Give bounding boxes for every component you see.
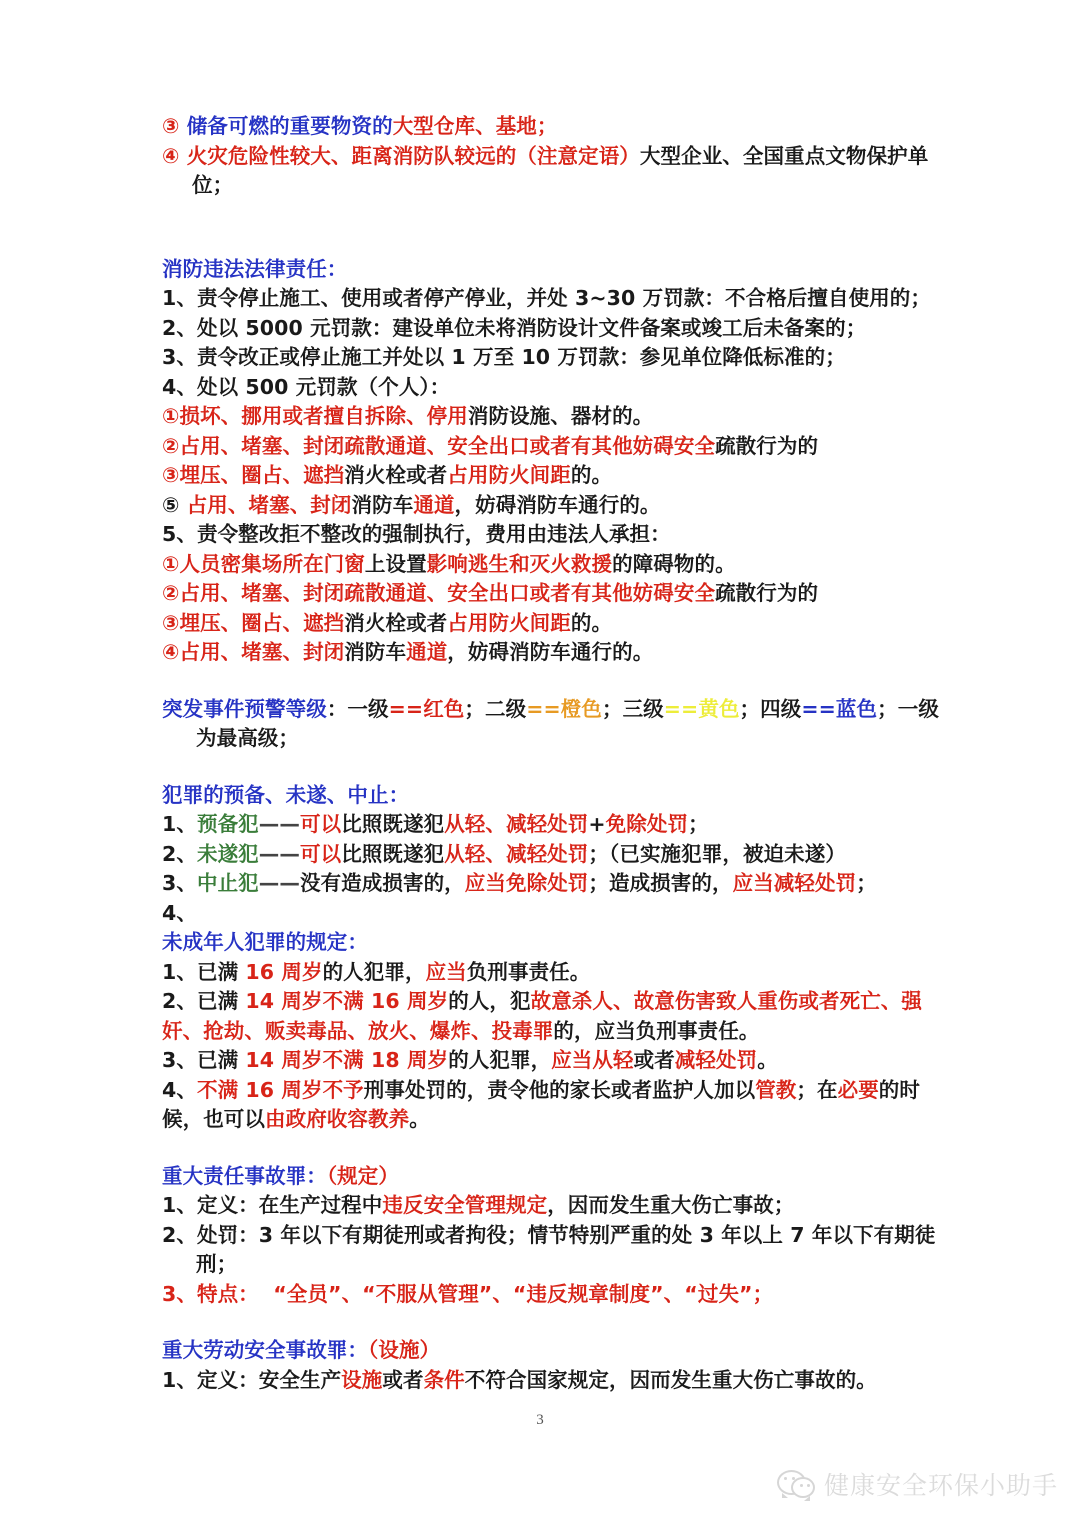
- text-segment: 重大劳动安全事故罪：: [162, 1338, 368, 1362]
- text-segment: 1、定义：在生产过程中: [162, 1193, 383, 1217]
- level-4-color: 蓝色: [835, 696, 878, 721]
- footer-wechat-badge: [777, 1466, 1058, 1502]
- text-segment: 占用、堵塞、封闭疏散通道、安全出口或者有其他妨碍安全: [179, 433, 716, 458]
- text-segment: 火灾危险性较大、距离消防队较远的（注意定语）: [186, 143, 640, 168]
- text-segment: 未遂犯: [196, 841, 259, 866]
- text-segment: 可以: [299, 841, 342, 866]
- list-marker: ③: [162, 610, 180, 635]
- text-segment: 由政府收容教养: [265, 1107, 410, 1131]
- text-segment: 从轻、减轻处罚: [444, 841, 589, 866]
- em-dash: ——: [258, 841, 300, 866]
- text-segment: 的。: [570, 610, 613, 635]
- text-segment: ；在: [796, 1077, 838, 1102]
- list-marker: ②: [162, 581, 180, 605]
- text-segment: 减轻处罚: [674, 1048, 758, 1072]
- list-item: [162, 579, 940, 609]
- section-heading-fire-liability: 消防违法法律责任：: [162, 256, 348, 281]
- page-number: 3: [536, 1412, 544, 1428]
- text-segment: 或者: [382, 1367, 424, 1392]
- list-item: [162, 461, 940, 491]
- list-item: [162, 1366, 940, 1396]
- list-marker: ③: [162, 463, 180, 487]
- list-item: [162, 609, 940, 639]
- text-segment: 消防车: [351, 492, 414, 517]
- list-item: [162, 112, 940, 142]
- text-segment: 埋压、圈占、遮挡: [179, 463, 345, 487]
- list-item: [162, 987, 940, 1046]
- list-item: [162, 958, 940, 988]
- equals-sign: ==: [801, 696, 836, 721]
- text-segment: 应当免除处罚: [464, 871, 589, 895]
- wechat-dot: [800, 1484, 803, 1487]
- list-item: [162, 869, 940, 899]
- text-segment: 疏散行为的: [715, 433, 819, 458]
- section-heading-minors: 未成年人犯罪的规定：: [162, 930, 368, 954]
- text-segment: 3、已满: [162, 1048, 246, 1072]
- text-segment: 2、已满: [162, 989, 246, 1013]
- list-marker: 1、: [162, 812, 197, 836]
- section-spacer: [162, 1135, 940, 1162]
- wechat-dot: [807, 1484, 810, 1487]
- section-heading-major-responsibility: [162, 1162, 940, 1192]
- list-item: [162, 402, 940, 432]
- wechat-dot: [784, 1477, 787, 1480]
- list-item: [162, 550, 940, 580]
- text-segment: 通道: [406, 640, 448, 664]
- section-spacer: [162, 1309, 940, 1336]
- list-marker: ⑤: [162, 492, 187, 517]
- text-segment: 14 周岁不满 16 周岁: [245, 989, 449, 1013]
- section-spacer: [162, 201, 940, 255]
- text-segment: 的，应当负刑事责任。: [553, 1018, 760, 1043]
- text-segment: （规定）: [326, 1163, 399, 1188]
- wechat-icon: [777, 1468, 815, 1500]
- list-item: [162, 491, 940, 521]
- list-item: [162, 1076, 940, 1135]
- text-segment: 应当减轻处罚: [732, 871, 857, 895]
- list-item: [162, 638, 940, 668]
- text-segment: 可以: [299, 812, 342, 836]
- text-segment: 消火栓或者: [344, 610, 448, 635]
- level-3-color: 黄色: [698, 696, 740, 721]
- text-segment: 不符合国家规定，因而发生重大伤亡事故的。: [464, 1367, 877, 1392]
- text-segment: 16 周岁: [245, 959, 323, 984]
- text-segment: 通道: [413, 492, 455, 517]
- text-segment: ；造成损害的，: [588, 871, 733, 895]
- list-item: 4、: [162, 900, 197, 925]
- text-segment: 预备犯: [196, 812, 259, 836]
- text-segment: ；四级: [739, 696, 802, 721]
- equals-sign: ==: [388, 696, 424, 721]
- text-segment: 占用、堵塞、封闭: [179, 640, 345, 664]
- text-segment: 埋压、圈占、遮挡: [179, 610, 345, 635]
- text-segment: 管教: [755, 1077, 797, 1102]
- text-segment: 的人，犯: [448, 989, 531, 1013]
- list-item: 2、处罚：3 年以下有期徒刑或者拘役；情节特别严重的处 3 年以上 7 年以下有期徒刑；: [162, 1222, 936, 1276]
- section-spacer: [162, 668, 940, 695]
- text-segment: 重大责任事故罪：: [162, 1163, 327, 1188]
- text-segment: （设施）: [368, 1338, 441, 1362]
- level-2-color: 橙色: [560, 696, 602, 721]
- text-segment: 消火栓或者: [344, 463, 448, 487]
- text-segment: 的障碍物的。: [612, 551, 736, 576]
- list-item: 1、责令停止施工、使用或者停产停业，并处 3~30 万罚款：不合格后擅自使用的；: [162, 286, 932, 310]
- text-segment: 的人犯罪，: [322, 959, 426, 984]
- text-segment: 占用、堵塞、封闭疏散通道、安全出口或者有其他妨碍安全: [179, 581, 716, 605]
- text-segment: 占用、堵塞、封闭: [186, 492, 352, 517]
- text-segment: ；一级为最高级；: [196, 696, 939, 750]
- wechat-bubble-small: [791, 1477, 815, 1498]
- text-segment: 中止犯: [196, 871, 259, 895]
- list-item: [162, 1046, 940, 1076]
- section-heading-warning-levels: 突发事件预警等级: [162, 696, 327, 721]
- equals-sign: ==: [663, 696, 699, 721]
- list-marker: ①: [162, 551, 180, 576]
- text-segment: 应当从轻: [551, 1048, 634, 1072]
- list-marker: ①: [162, 404, 180, 428]
- text-segment: 大型企业、全国重点文物保护单位；: [192, 143, 929, 197]
- text-segment: 免除处罚: [605, 812, 689, 836]
- em-dash: ——: [258, 812, 300, 836]
- wechat-dot: [792, 1477, 795, 1480]
- text-segment: 消防设施、器材的。: [467, 404, 654, 428]
- list-item: 5、责令整改拒不整改的强制执行，费用由违法人承担：: [162, 522, 671, 546]
- section-spacer: [162, 754, 940, 781]
- text-segment: 占用防火间距: [447, 463, 571, 487]
- text-segment: 消防车: [344, 640, 407, 664]
- list-marker: 3、: [162, 871, 197, 895]
- text-segment: 上设置: [364, 551, 427, 576]
- text-segment: ，妨碍消防车通行的。: [447, 640, 654, 664]
- text-segment: 条件: [423, 1367, 465, 1392]
- text-segment: 的人犯罪，: [448, 1048, 552, 1072]
- list-item: [162, 1191, 940, 1221]
- text-segment: 疏散行为的: [715, 581, 819, 605]
- text-segment: 故意杀人、故意伤害致人重伤或者死亡、强奸、抢劫、贩卖毒品、放火、爆炸、投毒罪: [162, 989, 922, 1043]
- text-segment: 4、: [162, 1077, 197, 1102]
- list-item: [162, 432, 940, 462]
- text-segment: 从轻、减轻处罚: [444, 812, 589, 836]
- list-marker: ③: [162, 114, 187, 138]
- text-segment: 损坏、挪用或者擅自拆除、停用: [179, 404, 468, 428]
- text-segment: 应当: [425, 959, 467, 984]
- text-segment: 大型仓库、基地；: [392, 114, 558, 138]
- text-segment: 占用防火间距: [447, 610, 571, 635]
- text-segment: 人员密集场所在门窗: [179, 551, 365, 576]
- text-segment: 或者: [633, 1048, 675, 1072]
- text-segment: +: [588, 812, 606, 836]
- level-1-color: 红色: [423, 696, 465, 721]
- list-item: [162, 142, 940, 201]
- list-item: 3、责令改正或停止施工并处以 1 万至 10 万罚款：参见单位降低标准的；: [162, 345, 846, 369]
- text-segment: ；: [688, 812, 709, 836]
- list-marker: ④: [162, 640, 180, 664]
- section-heading-crime-stages: 犯罪的预备、未遂、中止：: [162, 782, 410, 807]
- section-heading-major-labor-safety: [162, 1336, 940, 1366]
- text-segment: 违反安全管理规定: [382, 1193, 548, 1217]
- text-segment: 的时候，也可以: [162, 1077, 920, 1131]
- list-item: [162, 840, 940, 870]
- text-segment: 比照既遂犯: [341, 812, 445, 836]
- list-item: [162, 810, 940, 840]
- text-segment: 储备可燃的重要物资的: [186, 114, 393, 138]
- text-segment: 影响逃生和灭火救援: [426, 551, 613, 576]
- text-segment: ；: [856, 871, 877, 895]
- text-segment: 1、已满: [162, 959, 246, 984]
- text-segment: 负刑事责任。: [466, 959, 591, 984]
- text-segment: ，妨碍消防车通行的。: [454, 492, 661, 517]
- text-segment: ；（已实施犯罪，被迫未遂）: [588, 841, 846, 866]
- text-segment: 。: [409, 1107, 430, 1131]
- text-segment: ：一级: [326, 696, 389, 721]
- text-segment: 刑事处罚的，责令他的家长或者监护人加以: [363, 1077, 756, 1102]
- text-segment: 的。: [570, 463, 613, 487]
- text-segment: 14 周岁不满 18 周岁: [245, 1048, 449, 1072]
- text-segment: 没有造成损害的，: [299, 871, 465, 895]
- list-marker: ④: [162, 143, 187, 168]
- section-warning-levels: [162, 695, 940, 754]
- list-item: 2、处以 5000 元罚款：建设单位未将消防设计文件备案或竣工后未备案的；: [162, 315, 867, 340]
- text-segment: ；三级: [601, 696, 664, 721]
- text-segment: ；二级: [464, 696, 527, 721]
- text-segment: 设施: [341, 1367, 383, 1392]
- list-marker: 2、: [162, 841, 197, 866]
- footer-account-name: 健康安全环保小助手: [823, 1471, 1058, 1500]
- em-dash: ——: [258, 871, 300, 895]
- equals-sign: ==: [526, 696, 561, 721]
- text-segment: 不满 16 周岁不予: [196, 1077, 364, 1102]
- text-segment: ，因而发生重大伤亡事故；: [547, 1193, 795, 1217]
- text-segment: 比照既遂犯: [341, 841, 445, 866]
- text-segment: 必要: [837, 1077, 879, 1102]
- document-content: [162, 112, 940, 1395]
- list-item: 3、特点： “全员”、“不服从管理”、“违反规章制度”、“过失”；: [162, 1281, 774, 1306]
- text-segment: 。: [757, 1048, 778, 1072]
- list-item: 4、处以 500 元罚款（个人）：: [162, 374, 451, 399]
- list-marker: ②: [162, 433, 180, 458]
- text-segment: 1、定义：安全生产: [162, 1367, 342, 1392]
